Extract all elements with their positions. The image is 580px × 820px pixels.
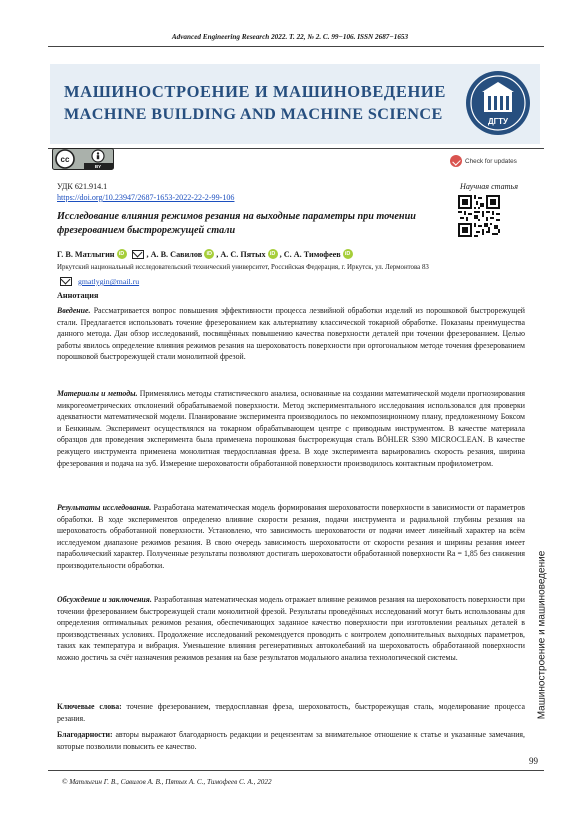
doi-link[interactable]: https://doi.org/10.23947/2687-1653-2022-22-2-99-106: [57, 193, 235, 202]
orcid-icon[interactable]: iD: [204, 249, 214, 259]
author-name: , А. В. Савилов: [146, 249, 203, 259]
abstract-results: [57, 502, 525, 572]
author-name: , С. А. Тимофеев: [279, 249, 341, 259]
keywords-text: точение фрезерованием, твердосплавная фреза, шероховатость, быстрорежущая сталь, моделирование процесса резания.: [57, 702, 525, 723]
results-lead: Результаты исследования.: [57, 503, 152, 512]
author-list: [57, 249, 355, 259]
section-title-ru: МАШИНОСТРОЕНИЕ И МАШИНОВЕДЕНИЕ: [64, 82, 446, 101]
banner-bottom-rule: [48, 148, 544, 149]
check-for-updates-button[interactable]: [450, 154, 546, 168]
cc-text: cc: [60, 155, 70, 164]
check-updates-icon: [450, 155, 462, 167]
intro-lead: Введение.: [57, 306, 91, 315]
check-updates-label: Check for updates: [465, 157, 517, 165]
keywords: [57, 701, 525, 724]
email-link[interactable]: gmatlygin@mail.ru: [78, 277, 140, 286]
affiliation: Иркутский национальный исследовательский технический университет, Российская Федерация, г. Иркутск, ул. Лермонтова 83: [57, 264, 429, 271]
thanks-text: авторы выражают благодарность редакции и рецензентам за внимательное отношение к статье и указанные замечания, которые позволили повысить ее качество.: [57, 730, 525, 751]
orcid-icon[interactable]: iD: [343, 249, 353, 259]
logo-text: ДГТУ: [487, 117, 509, 126]
abstract-methods: [57, 388, 525, 469]
header-rule: [48, 46, 544, 47]
methods-lead: Материалы и методы.: [57, 389, 138, 398]
journal-citation-line: Advanced Engineering Research 2022. Т. 22, № 2. С. 99−106. ISSN 2687−1653: [171, 33, 409, 41]
envelope-icon: [60, 277, 72, 286]
discussion-text: Разработанная математическая модель отражает влияние режимов резания на шероховатость поверхности при точении фрезерованием быстрорежущей стали монолитной фрезой. Результаты проведённых исследований могут быть использованы для определения оптимальных режимов резания, обеспечивающих заданное качество поверхности при изготовлении реальных деталей в производственных условиях. Продолжение исследований рекомендуется проводить с контролем дополнительных выходных параметров, таких как температура и вибрация. Уменьшение влияния регенеративных автоколебаний на шероховатость обработанной поверхности можно достичь за счёт назначения режимов резания на базе результатов модального анализа технологической системы.: [57, 595, 525, 662]
mail-icon: [132, 250, 144, 259]
orcid-icon[interactable]: iD: [117, 249, 127, 259]
corresponding-email: [57, 277, 139, 286]
article-type: Научная статья: [460, 182, 518, 191]
methods-text: Применялись методы статистического анализа, основанные на создании математической модели прогнозирования микрогеометрических отклонений обрабатываемой поверхности. Метод экспериментального исследования использовался для проверки адекватности математической модели. Планирование эксперимента производилось по некомпозиционному плану, предложенному Боксом и Бенкиным. Эксперимент осуществлялся на токарном обрабатывающем центре с приводным инструментом. В качестве материала образцов для проведения эксперимента была применена порошковая быстрорежущая сталь BÖHLER S390 MICROCLEAN. В качестве режущего инструмента применена монолитная твердосплавная фреза. В ходе эксперимента варьировались скорость резания, ширина фрезерования и подача на зуб. Измерение шероховатости обработанной поверхности производилось контактным профилометром.: [57, 389, 525, 468]
author-name: , А. С. Пятых: [216, 249, 266, 259]
university-logo-icon: [464, 68, 532, 138]
side-section-label: [534, 550, 550, 720]
page-number: 99: [529, 756, 538, 766]
udk-code: УДК 621.914.1: [57, 182, 108, 191]
discussion-lead: Обсуждение и заключения.: [57, 595, 152, 604]
thanks-lead: Благодарности:: [57, 730, 113, 739]
author-name: Г. В. Матлыгин: [57, 249, 115, 259]
results-text: Разработана математическая модель формирования шероховатости поверхности в зависимости от параметров обработки. В ходе экспериментов определено влияние скорости резания, подачи инструмента и радиальной глубины резания на шероховатость обработанной поверхности. Установлено, что зависимость шероховатости от подачи имеет линейный характер на всём исследуемом диапазоне режимов резания. В свою очередь зависимость шероховатости от скорости резания и ширины резания имеет параболический характер. Полученные результаты позволяют достигать шероховатости обработанной поверхности Ra = 1,85 без снижения производительности обработки.: [57, 503, 526, 570]
footer-rule: [48, 770, 544, 771]
abstract-introduction: [57, 305, 525, 363]
keywords-lead: Ключевые слова:: [57, 702, 122, 711]
article-title: Исследование влияния режимов резания на выходные параметры при точении фрезерованием быстрорежущей стали: [57, 211, 416, 236]
qr-code-icon: [458, 195, 500, 237]
by-text: BY: [94, 164, 102, 169]
section-title-en: MACHINE BUILDING AND MACHINE SCIENCE: [64, 105, 443, 123]
side-label-text: Машиностроение и машиноведение: [536, 550, 548, 720]
cc-by-license-icon[interactable]: [52, 148, 114, 170]
acknowledgements: [57, 729, 525, 752]
abstract-discussion: [57, 594, 525, 664]
orcid-icon[interactable]: iD: [268, 249, 278, 259]
copyright-footer: © Матлыгин Г. В., Савилов А. В., Пятых А. С., Тимофеев С. А., 2022: [62, 778, 272, 786]
abstract-heading: Аннотация: [57, 291, 99, 300]
intro-text: Рассматривается вопрос повышения эффективности процесса лезвийной обработки изделий из порошковой быстрорежущей стали. Предлагается использовать точение фрезерованием как альтернативу классической токарной обработке. Показаны преимущества данного метода. Дан обзор исследований, посвящённых повышению качества поверхности деталей при точении фрезерованием. Целью работы явилось определение влияния режимов резания на шероховатость поверхности при ортогональном методе точения фрезерованием порошковой быстрорежущей стали монолитной фрезой.: [57, 306, 525, 362]
